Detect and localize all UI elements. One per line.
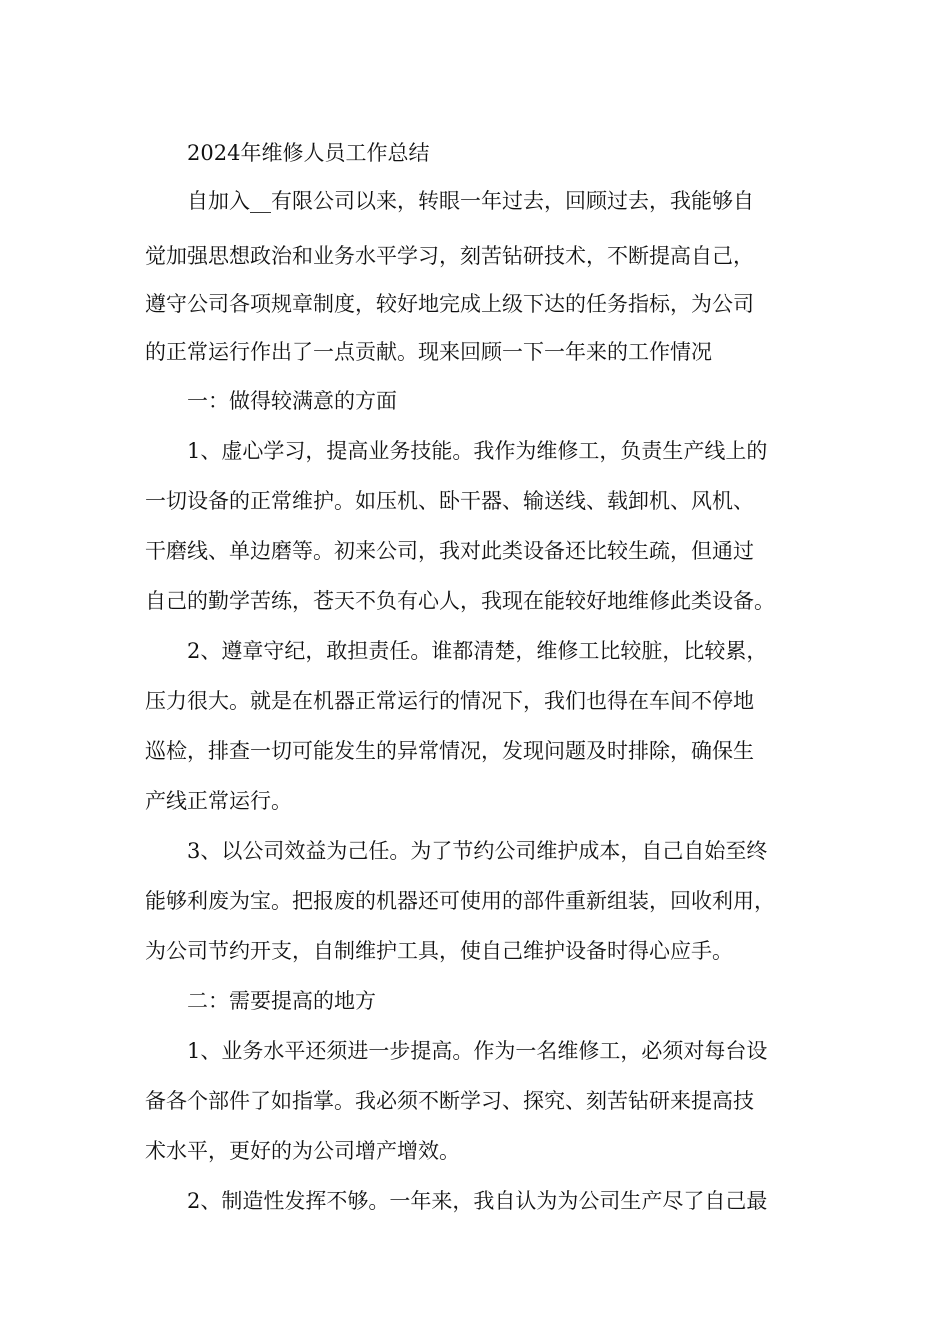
paragraph-line: 的正常运行作出了一点贡献。现来回顾一下一年来的工作情况 (145, 340, 712, 364)
document-title: 2024年维修人员工作总结 (187, 141, 430, 165)
paragraph-line: 1、业务水平还须进一步提高。作为一名维修工，必须对每台设 (187, 1039, 768, 1063)
paragraph-line: 1、虚心学习，提高业务技能。我作为维修工，负责生产线上的 (187, 439, 768, 463)
paragraph-line: 遵守公司各项规章制度，较好地完成上级下达的任务指标，为公司 (145, 292, 754, 316)
paragraph-line: 压力很大。就是在机器正常运行的情况下，我们也得在车间不停地 (145, 689, 754, 713)
paragraph-line: 巡检，排查一切可能发生的异常情况，发现问题及时排除，确保生 (145, 739, 754, 763)
paragraph-line: 觉加强思想政治和业务水平学习，刻苦钻研技术，不断提高自己， (145, 244, 754, 268)
paragraph-line: 一切设备的正常维护。如压机、卧干器、输送线、载卸机、风机、 (145, 489, 754, 513)
paragraph-line: 能够利废为宝。把报废的机器还可使用的部件重新组装，回收利用， (145, 889, 775, 913)
paragraph-line: 自加入__有限公司以来，转眼一年过去，回顾过去，我能够自 (187, 189, 754, 213)
paragraph-line: 术水平，更好的为公司增产增效。 (145, 1139, 460, 1163)
paragraph-line: 2、制造性发挥不够。一年来，我自认为为公司生产尽了自己最 (187, 1189, 768, 1213)
section-heading: 一：做得较满意的方面 (187, 389, 397, 413)
paragraph-line: 备各个部件了如指掌。我必须不断学习、探究、刻苦钻研来提高技 (145, 1089, 754, 1113)
paragraph-line: 产线正常运行。 (145, 789, 292, 813)
paragraph-line: 自己的勤学苦练，苍天不负有心人，我现在能较好地维修此类设备。 (145, 589, 775, 613)
section-heading: 二：需要提高的地方 (187, 989, 376, 1013)
paragraph-line: 2、遵章守纪，敢担责任。谁都清楚，维修工比较脏，比较累， (187, 639, 768, 663)
paragraph-line: 干磨线、单边磨等。初来公司，我对此类设备还比较生疏，但通过 (145, 539, 754, 563)
paragraph-line: 为公司节约开支，自制维护工具，使自己维护设备时得心应手。 (145, 939, 733, 963)
paragraph-line: 3、以公司效益为己任。为了节约公司维护成本，自己自始至终 (187, 839, 768, 863)
